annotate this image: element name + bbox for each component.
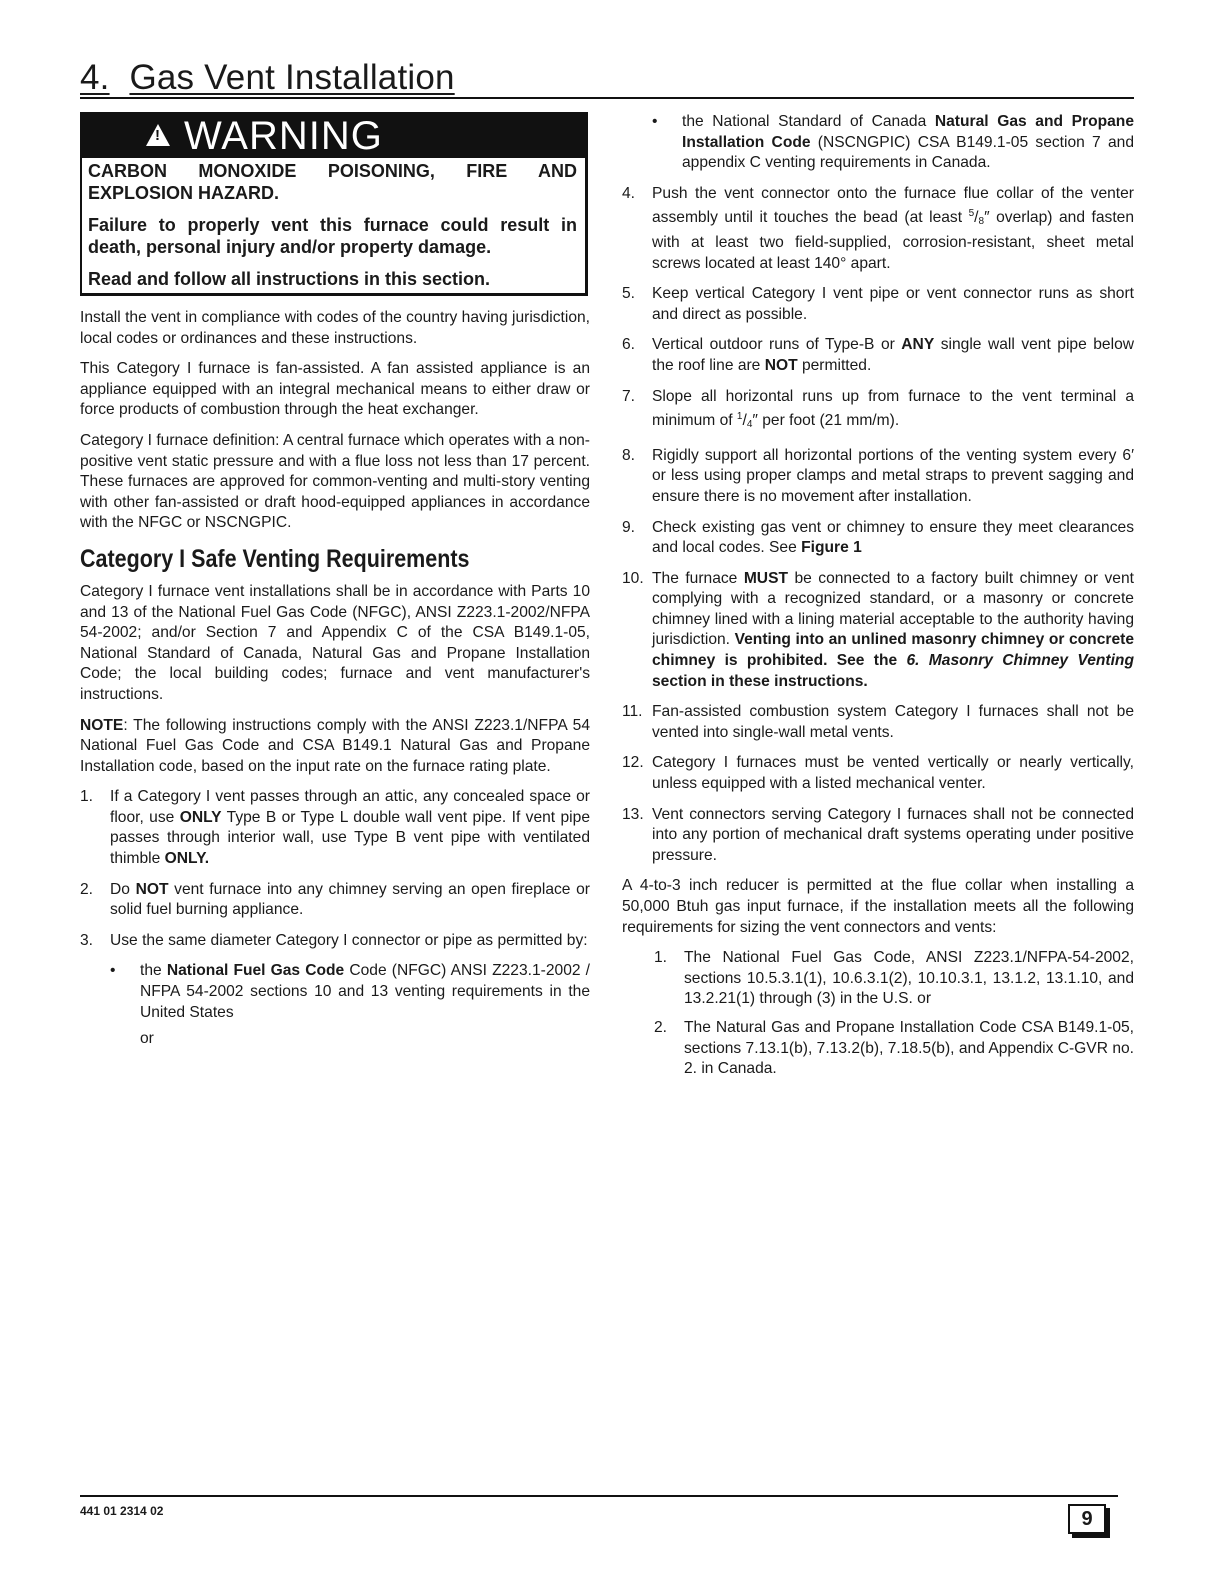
warning-box (80, 112, 588, 296)
warning-body (82, 158, 585, 293)
or-text: or (140, 1030, 154, 1048)
list-item: 3. Use the same diameter Category I connector or pipe as permitted by: • the National Fuel Gas Code Code (NFGC) ANSI Z223.1-2002 / NFPA 54-2002 sections 10 and 13 venting requirements in the United States or (80, 931, 590, 1050)
bullet-icon: • (652, 113, 658, 130)
page-number: 9 (1068, 1504, 1106, 1534)
list-item: 1. The National Fuel Gas Code, ANSI Z223.1/NFPA-54-2002, sections 10.5.3.1(1), 10.6.3.1(2), 10.10.3.1, 13.1.2, 13.1.10, and 13.2.21(1) through (3) in the U.S. or (654, 949, 1134, 1008)
bullet-icon: • (110, 962, 116, 980)
warning-label: WARNING (184, 113, 383, 158)
list-item: 5. Keep vertical Category I vent pipe or vent connector runs as short and direct as possible. (622, 285, 1134, 323)
list-item: 12. Category I furnaces must be vented vertically or nearly vertically, unless equipped with a listed mechanical venter. (622, 754, 1134, 793)
requirements-paragraph: Category I furnace vent installations shall be in accordance with Parts 10 and 13 of the National Fuel Gas Code (NFGC), ANSI Z223.1-2002/NFPA 54-2002; and/or Section 7 and Appendix C of the CSA B149.1-05, National Standard of Canada, Natural Gas and Propane Installation Code; the local building codes; furnace and vent manufacturer's instructions. (80, 582, 590, 703)
list-item: 6. Vertical outdoor runs of Type-B or ANY single wall vent pipe below the roof line are NOT permitted. (622, 336, 1134, 374)
list-item: 7. Slope all horizontal runs up from furnace to the vent terminal a minimum of $^1/_4''$ per foot (21 mm/m). (622, 387, 1134, 431)
list-item: 10. The furnace MUST be connected to a factory built chimney or vent complying with a recognized standard, or a masonry or concrete chimney lined with a lining material acceptable to the authority having jurisdiction. Venting into an unlined masonry chimney or concrete chimney is prohibited. See the 6. Masonry Chimney Venting section in these instructions. (622, 569, 1134, 690)
document-number: 441 01 2314 02 (80, 1504, 164, 1518)
reducer-requirements-list (622, 948, 1134, 1080)
warning-header (82, 114, 585, 158)
list-item: 2. The Natural Gas and Propane Installation Code CSA B149.1-05, sections 7.13.1(b), 7.13.2(b), 7.18.5(b), and Appendix C-GVR no. 2. in Canada. (654, 1018, 1134, 1078)
section-heading: Category I Safe Venting Requirements (80, 544, 470, 573)
section-title: Gas Vent Installation (129, 58, 455, 97)
bullet-item: • the National Fuel Gas Code Code (NFGC) ANSI Z223.1-2002 / NFPA 54-2002 sections 10 and 13 venting requirements in the United States (110, 962, 591, 1021)
bullet-item: • the National Standard of Canada Natural Gas and Propane Installation Code (NSCNGPIC) CSA B149.1-05 section 7 and appendix C venting requirements in Canada. (652, 113, 1134, 172)
reducer-paragraph: A 4-to-3 inch reducer is permitted at the flue collar when installing a 50,000 Btuh gas input furnace, if the installation meets all the following requirements for sizing the vent connectors and vents: (622, 877, 1134, 936)
code-bullet-list (110, 961, 590, 1023)
right-column (622, 112, 1134, 1088)
list-item: 11. Fan-assisted combustion system Category I furnaces shall not be vented into single-wall metal vents. (622, 703, 1134, 741)
note-paragraph (80, 716, 590, 778)
definition-paragraph: Category I furnace definition: A central furnace which operates with a non-positive vent static pressure and with a flue loss not less than 17 percent. These furnaces are approved for common-venting and multi-story venting with other fan-assisted or draft hood-equipped appliances in accordance with the NFGC or NSCNGPIC. (80, 431, 590, 532)
intro-paragraph: Install the vent in compliance with codes of the country having jurisdiction, local codes or ordinances and these instructions. (80, 309, 590, 347)
warning-triangle-icon (146, 124, 170, 146)
code-bullet-list-continued (622, 112, 1134, 174)
page-title (80, 58, 455, 98)
list-item: 9. Check existing gas vent or chimney to ensure they meet clearances and local codes. See Figure 1 (622, 518, 1134, 557)
list-item: 13. Vent connectors serving Category I furnaces shall not be connected into any portion of mechanical draft systems operating under positive pressure. (622, 805, 1134, 864)
warning-instruction: Read and follow all instructions in this section. (88, 269, 491, 289)
title-rule (80, 97, 1134, 99)
venting-requirements-list (80, 787, 590, 1050)
warning-consequence: Failure to properly vent this furnace could result in death, personal injury and/or property damage. (88, 215, 577, 257)
left-column (80, 112, 590, 1060)
list-item: 8. Rigidly support all horizontal portions of the venting system every 6′ or less using proper clamps and metal straps to prevent sagging and ensure there is no movement after installation. (622, 446, 1134, 505)
note-text: : The following instructions comply with the ANSI Z223.1/NFPA 54 National Fuel Gas Code and CSA B149.1 Natural Gas and Propane Installation code, based on the input rate on the furnace rating plate. (80, 716, 590, 775)
list-item: 4. Push the vent connector onto the furnace flue collar of the venter assembly until it touches the bead (at least $^5/_8''$ overlap) and fasten with at least two field-supplied, corrosion-resistant, sheet metal screws located at least 140° apart. (622, 184, 1134, 272)
section-number: 4. (80, 58, 110, 97)
list-item: 1. If a Category I vent passes through an attic, any concealed space or floor, use ONLY Type B or Type L double wall vent pipe. If vent pipe passes through interior wall, use Type B vent pipe with ventilated thimble ONLY. (80, 788, 590, 868)
list-item: 2. Do NOT vent furnace into any chimney serving an open fireplace or solid fuel burning appliance. (80, 880, 590, 919)
venting-requirements-list-continued (622, 184, 1134, 867)
warning-hazard: CARBON MONOXIDE POISONING, FIRE AND EXPLOSION HAZARD. (88, 161, 577, 203)
footer-rule (80, 1495, 1118, 1497)
fan-assisted-paragraph: This Category I furnace is fan-assisted. A fan assisted appliance is an appliance equipped with an integral mechanical means to either draw or force products of combustion through the heat exchanger. (80, 360, 590, 419)
note-label: NOTE (80, 716, 124, 734)
